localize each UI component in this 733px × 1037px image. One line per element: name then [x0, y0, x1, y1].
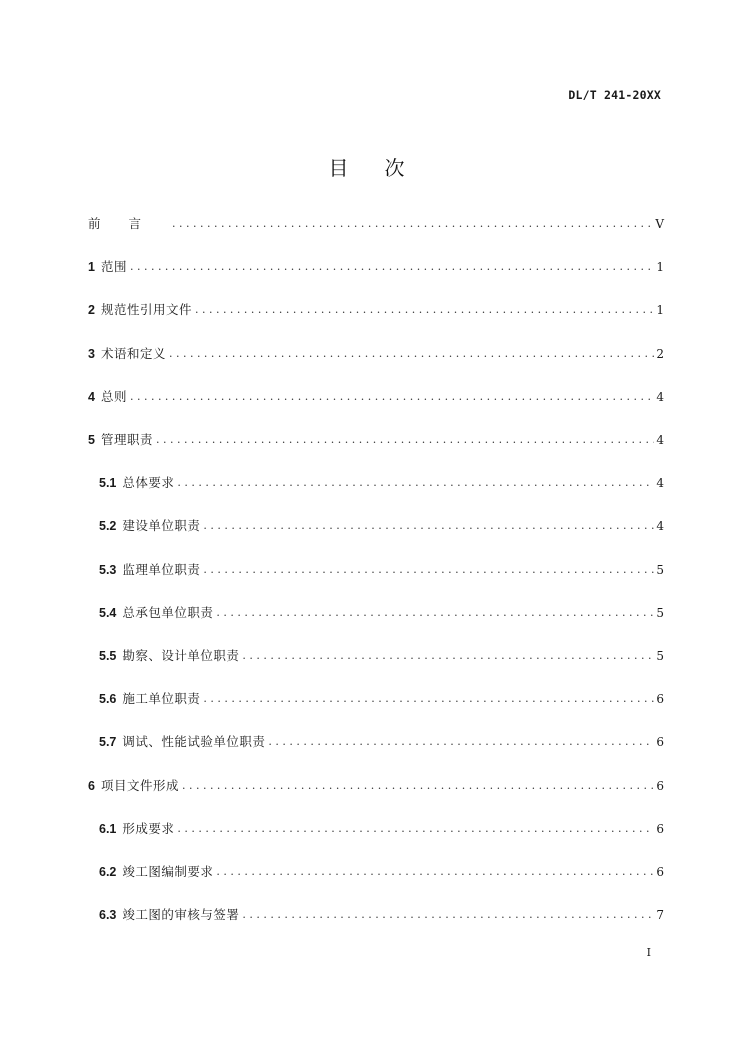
- toc-entry-number: 4: [88, 389, 95, 404]
- toc-entry-label: 施工单位职责: [122, 691, 201, 707]
- toc-entry-label: 管理职责: [100, 432, 153, 447]
- toc-entry-page: 6: [656, 778, 664, 793]
- toc-entry[interactable]: [99, 905, 664, 925]
- toc-entry-number: 5.2: [99, 519, 117, 534]
- toc-leader-dots: [203, 516, 654, 536]
- toc-entry-page: 4: [656, 519, 664, 534]
- toc-entry-number: 5: [88, 433, 95, 447]
- toc-leader-dots: [177, 819, 654, 839]
- toc-entry-page: 6: [656, 821, 664, 836]
- toc-leader-dots: [216, 862, 654, 882]
- toc-entry-label: 总体要求: [122, 475, 175, 491]
- toc-leader-dots: [130, 387, 654, 407]
- toc-entry[interactable]: [99, 516, 664, 536]
- page-number: I: [646, 946, 651, 959]
- toc-entry-number: 6.3: [99, 908, 117, 923]
- toc-entry-number: 5.7: [99, 735, 117, 750]
- toc-leader-dots: [177, 473, 654, 493]
- toc-entry-number: 1: [88, 260, 95, 275]
- toc-entry-page: 6: [656, 692, 664, 707]
- toc-entry-number: 5.3: [99, 562, 117, 577]
- toc-entry-number: 5.6: [99, 692, 117, 707]
- document-code: DL/T 241-20XX: [568, 88, 661, 102]
- toc-entry-page: 5: [656, 562, 664, 577]
- toc-entry[interactable]: [99, 560, 664, 580]
- toc-entry-label: 范围: [100, 259, 127, 275]
- toc-entry-page: 1: [656, 303, 664, 318]
- toc-leader-dots: [242, 905, 654, 925]
- toc-entry-label: 总承包单位职责: [122, 604, 214, 620]
- toc-entry-page: 2: [656, 346, 664, 361]
- toc-title: 目次: [328, 156, 441, 180]
- toc-entry[interactable]: [88, 214, 664, 234]
- toc-leader-dots: [172, 214, 653, 234]
- toc-entry-number: 6.2: [99, 865, 117, 879]
- toc-leader-dots: [216, 603, 654, 623]
- toc-leader-dots: [182, 776, 654, 796]
- toc-entry-number: 2: [88, 303, 95, 318]
- toc-entry[interactable]: [88, 300, 664, 320]
- toc-entry-page: V: [655, 217, 664, 231]
- toc-entry[interactable]: [99, 646, 664, 666]
- toc-entry-page: 5: [656, 605, 664, 620]
- toc-leader-dots: [203, 560, 654, 580]
- toc-entry-number: 6: [88, 778, 95, 793]
- toc-leader-dots: [130, 257, 654, 277]
- toc-entry[interactable]: [88, 387, 664, 407]
- toc-entry[interactable]: [88, 430, 664, 450]
- toc-entry-label: 竣工图编制要求: [122, 864, 214, 879]
- toc-entry-label: 调试、性能试验单位职责: [122, 734, 266, 750]
- toc-entry-page: 4: [656, 476, 664, 491]
- toc-entry-label: 监理单位职责: [122, 561, 201, 577]
- toc-entry-page: 4: [656, 433, 664, 447]
- toc-entry-label: 规范性引用文件: [100, 302, 192, 318]
- toc-entry-page: 6: [656, 735, 664, 750]
- toc-entry-number: 6.1: [99, 821, 117, 836]
- toc-leader-dots: [268, 732, 654, 752]
- toc-entry-label: 勘察、设计单位职责: [122, 648, 240, 663]
- toc-entry-label: 形成要求: [122, 820, 175, 836]
- toc-entry-number: 5.4: [99, 605, 117, 620]
- toc-entry[interactable]: [99, 689, 664, 709]
- toc-entry[interactable]: [99, 862, 664, 882]
- toc-entry-label: 项目文件形成: [100, 777, 179, 793]
- toc-entry[interactable]: [99, 819, 664, 839]
- toc-entry-page: 1: [656, 260, 664, 275]
- toc-entry-number: 5.5: [99, 649, 117, 663]
- toc-entry-page: 6: [656, 865, 664, 879]
- toc-entry[interactable]: [88, 257, 664, 277]
- toc-entry-label: 术语和定义: [100, 345, 166, 361]
- toc-entry-number: 5.1: [99, 476, 117, 491]
- toc-entry-page: 7: [656, 908, 664, 923]
- toc-entry[interactable]: [99, 732, 664, 752]
- toc-entry[interactable]: [99, 603, 664, 623]
- toc-entry-label: 竣工图的审核与签署: [122, 907, 240, 923]
- toc-entry[interactable]: [88, 776, 664, 796]
- toc-entry[interactable]: [99, 473, 664, 493]
- toc-entry[interactable]: [88, 344, 664, 364]
- toc-leader-dots: [242, 646, 654, 666]
- toc-entry-number: 3: [88, 346, 95, 361]
- toc-leader-dots: [156, 430, 654, 450]
- toc-entry-page: 4: [656, 389, 664, 404]
- toc-entry-label: 前言: [88, 216, 170, 231]
- toc-entry-label: 总则: [100, 388, 127, 404]
- toc-leader-dots: [169, 344, 654, 364]
- toc-leader-dots: [203, 689, 654, 709]
- toc-leader-dots: [195, 300, 654, 320]
- toc-entry-page: 5: [656, 649, 664, 663]
- toc-entry-label: 建设单位职责: [122, 518, 201, 534]
